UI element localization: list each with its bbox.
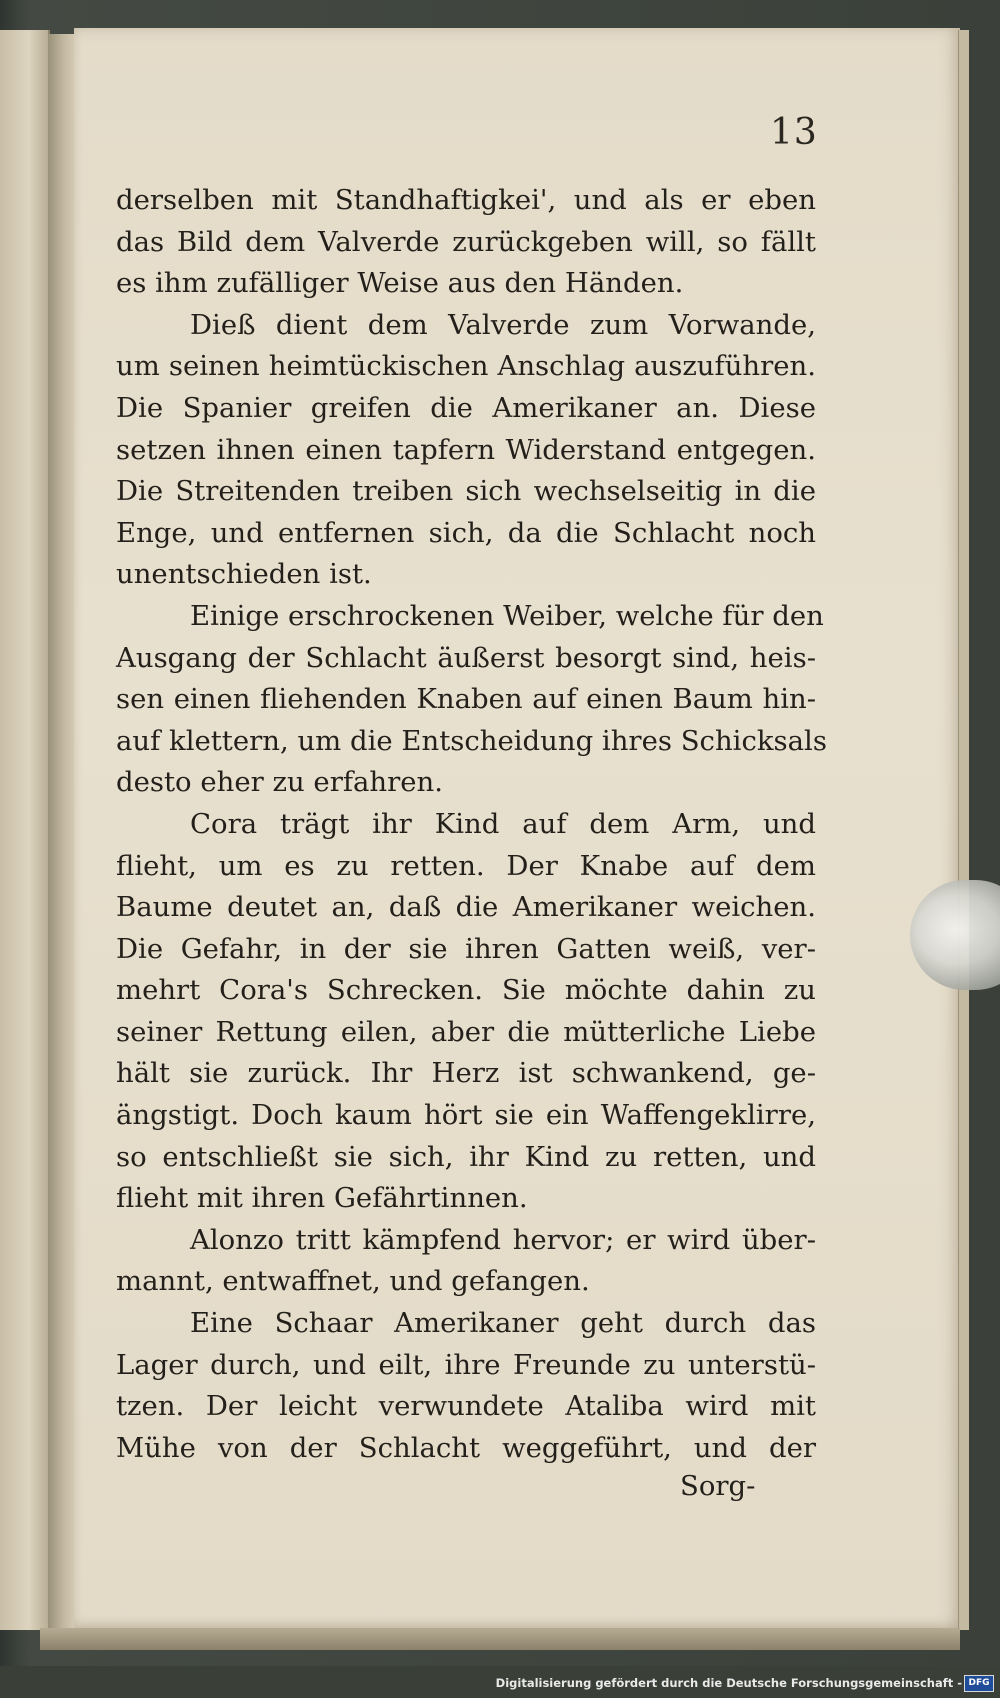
funding-credit: Digitalisierung gefördert durch die Deutsche Forschungsgemeinschaft -: [495, 1676, 962, 1690]
text-line: Alonzo tritt kämpfend hervor; er wird über-: [190, 1223, 816, 1256]
text-line: Eine Schaar Amerikaner geht durch das: [190, 1307, 816, 1340]
text-line: Dieß dient dem Valverde zum Vorwande,: [190, 308, 816, 341]
text-line: mannt, entwaffnet, und gefangen.: [116, 1265, 590, 1298]
page-bottom-edge: [40, 1628, 960, 1650]
text-line: so entschließt sie sich, ihr Kind zu retten, und: [116, 1140, 816, 1173]
text-line: Mühe von der Schlacht weggeführt, und der: [116, 1431, 816, 1464]
page-text: [116, 180, 827, 1469]
text-line: Die Spanier greifen die Amerikaner an. Diese: [116, 391, 816, 424]
text-line: hält sie zurück. Ihr Herz ist schwankend, ge-: [116, 1057, 816, 1090]
text-line: das Bild dem Valverde zurückgeben will, so fällt: [116, 225, 816, 258]
text-line: auf klettern, um die Entscheidung ihres Schicksals: [116, 724, 827, 757]
left-page-edge: [0, 30, 50, 1630]
text-line: derselben mit Standhaftigkei', und als er eben: [116, 184, 816, 216]
book-gutter: [48, 34, 76, 1628]
text-line: Die Streitenden treiben sich wechselseitig in die: [116, 475, 816, 508]
text-line: tzen. Der leicht verwundete Ataliba wird mit: [116, 1390, 816, 1423]
text-line: Einige erschrockenen Weiber, welche für den: [190, 599, 824, 632]
text-line: sen einen fliehenden Knaben auf einen Baum hin-: [116, 683, 816, 716]
catchword: Sorg-: [680, 1470, 756, 1502]
text-line: flieht, um es zu retten. Der Knabe auf dem: [116, 849, 816, 882]
text-line: es ihm zufälliger Weise aus den Händen.: [116, 267, 684, 300]
dfg-logo: DFG: [964, 1675, 994, 1692]
text-line: Ausgang der Schlacht äußerst besorgt sind, heis-: [116, 641, 816, 674]
text-line: ängstigt. Doch kaum hört sie ein Waffengeklirre,: [116, 1099, 816, 1132]
text-line: unentschieden ist.: [116, 558, 372, 591]
text-line: setzen ihnen einen tapfern Widerstand entgegen.: [116, 433, 816, 466]
text-line: flieht mit ihren Gefährtinnen.: [116, 1182, 528, 1215]
text-line: Die Gefahr, in der sie ihren Gatten weiß, ver-: [116, 932, 816, 965]
text-line: Cora trägt ihr Kind auf dem Arm, und: [190, 807, 816, 840]
text-line: Enge, und entfernen sich, da die Schlacht noch: [116, 516, 816, 549]
text-line: Lager durch, und eilt, ihre Freunde zu unterstü-: [116, 1348, 816, 1381]
text-line: desto eher zu erfahren.: [116, 766, 444, 799]
text-line: Baume deutet an, daß die Amerikaner weichen.: [116, 891, 816, 924]
text-line: seiner Rettung eilen, aber die mütterliche Liebe: [116, 1015, 816, 1048]
text-line: um seinen heimtückischen Anschlag auszuführen.: [116, 350, 816, 383]
right-page-edge: [958, 30, 969, 1630]
text-line: mehrt Cora's Schrecken. Sie möchte dahin zu: [116, 974, 816, 1007]
page-number: 13: [770, 112, 818, 153]
